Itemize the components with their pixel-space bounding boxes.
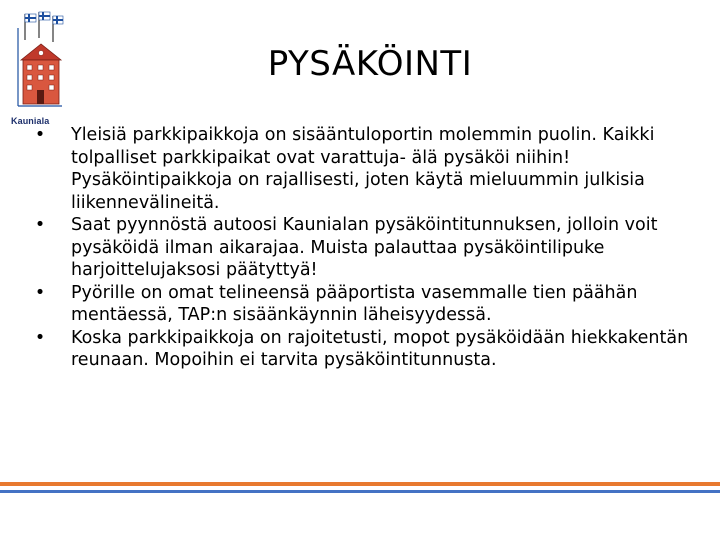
kauniala-logo xyxy=(8,10,64,134)
bullet-icon: • xyxy=(34,125,46,145)
bullet-icon: • xyxy=(34,282,46,303)
bullet-text: Pyörille on omat telineensä pääportista vasemmalle tien päähän mentäessä, TAP:n sisäänkäynnin läheisyydessä. xyxy=(71,282,638,325)
bullet-text: Saat pyynnöstä autoosi Kaunialan pysäköintitunnuksen, jolloin voit pysäköidä ilman aikarajaa. Muista palauttaa pysäköintilipuke harjoittelujaksosi päätyttyä! xyxy=(71,215,658,280)
bullet-text: Yleisiä parkkipaikkoja on sisääntuloportin molemmin puolin. Kaikki tolpalliset parkkipaikat ovat varattuja- älä pysäköi niihin! Pysäköintipaikkoja on rajallisesti, joten käytä mieluummin julkisia liikennevälineitä. xyxy=(71,125,655,213)
blue-accent-bar xyxy=(0,490,720,493)
bullet-text: Koska parkkipaikkoja on rajoitetusti, mopot pysäköidään hiekkakentän reunaan. Mopoihin ei tarvita pysäköintitunnusta. xyxy=(71,327,689,370)
list-item xyxy=(30,214,702,282)
kauniala-building-icon xyxy=(8,10,64,116)
list-item xyxy=(30,282,702,327)
page-title: PYSÄKÖINTI xyxy=(267,44,473,84)
list-item xyxy=(30,327,702,372)
footer-accent-bars xyxy=(0,482,720,493)
bullet-icon: • xyxy=(34,327,46,348)
bullet-list xyxy=(30,124,702,372)
list-item xyxy=(30,124,702,214)
bullet-icon: • xyxy=(34,215,46,235)
logo-text: Kauniala xyxy=(11,116,50,126)
